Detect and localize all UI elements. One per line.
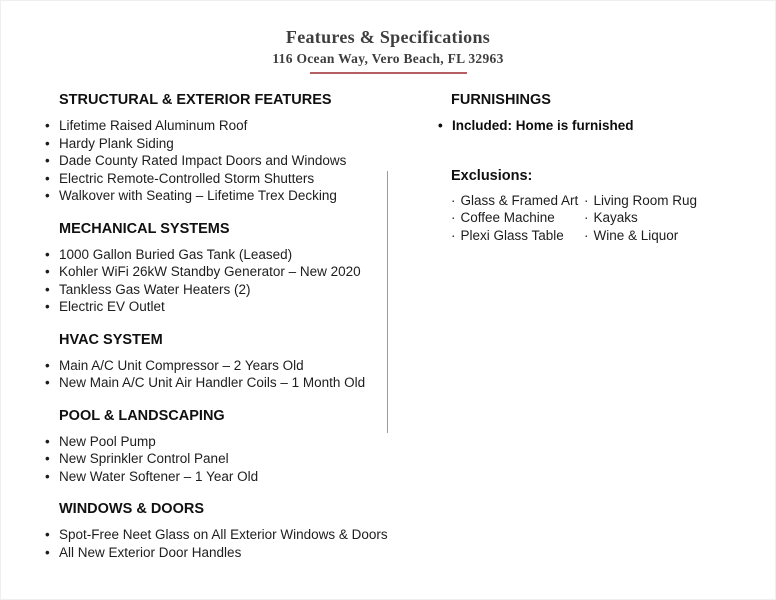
- bullet-icon: •: [45, 135, 50, 151]
- list-item: [45, 117, 391, 135]
- exclusion-item: [451, 192, 584, 210]
- list-item: [45, 187, 391, 205]
- item-text: New Sprinkler Control Panel: [59, 451, 229, 466]
- item-text: Dade County Rated Impact Doors and Windows: [59, 153, 347, 168]
- list-item: [45, 357, 391, 375]
- right-column: [438, 92, 758, 244]
- section-hvac-system: [45, 332, 391, 392]
- list-item: [45, 433, 391, 451]
- list-item: [45, 468, 391, 486]
- bullet-icon: •: [45, 544, 50, 560]
- exclusion-row: [451, 209, 758, 227]
- section-structural-exterior-features: [45, 92, 391, 205]
- dot-icon: ·: [584, 192, 589, 208]
- page-title: Features & Specifications: [285, 27, 491, 47]
- exclusion-item: [584, 192, 697, 210]
- section-exclusions: [438, 168, 758, 245]
- exclusion-item: [584, 209, 638, 227]
- list-item: [438, 117, 758, 135]
- section-furnishings: [438, 92, 758, 135]
- section-heading: POOL & LANDSCAPING: [59, 407, 225, 424]
- title-underline-rule: [310, 72, 467, 74]
- bullet-icon: •: [45, 433, 50, 449]
- page-header: [1, 27, 775, 74]
- page-subtitle: 116 Ocean Way, Vero Beach, FL 32963: [272, 51, 504, 66]
- list-item: [45, 152, 391, 170]
- exclusions-heading: Exclusions:: [451, 167, 533, 184]
- bullet-icon: •: [45, 375, 50, 390]
- item-text: Walkover with Seating – Lifetime Trex Decking: [59, 188, 337, 203]
- bullet-icon: •: [45, 188, 50, 203]
- dot-icon: ·: [584, 227, 589, 243]
- section-mechanical-systems: [45, 221, 391, 316]
- item-text: Glass & Framed Art: [460, 192, 579, 208]
- bullet-icon: •: [45, 281, 50, 297]
- bullet-icon: •: [45, 451, 50, 466]
- list-item: [45, 246, 391, 264]
- item-text: Tankless Gas Water Heaters (2): [59, 281, 251, 297]
- section-pool-landscaping: [45, 408, 391, 486]
- bullet-icon: •: [45, 170, 50, 186]
- bullet-icon: •: [45, 118, 50, 133]
- exclusion-item: [451, 227, 584, 245]
- section-heading: HVAC SYSTEM: [59, 331, 163, 348]
- dot-icon: ·: [451, 192, 456, 208]
- list-item: [45, 281, 391, 299]
- section-heading: MECHANICAL SYSTEMS: [59, 220, 230, 237]
- section-heading: FURNISHINGS: [451, 92, 551, 108]
- list-item: [45, 135, 391, 153]
- item-text: All New Exterior Door Handles: [59, 544, 242, 560]
- list-item: [45, 450, 391, 468]
- bullet-icon: •: [45, 357, 50, 373]
- list-item: [45, 263, 391, 281]
- item-text: New Water Softener – 1 Year Old: [59, 468, 259, 484]
- item-text: 1000 Gallon Buried Gas Tank (Leased): [59, 246, 293, 262]
- exclusion-row: [451, 192, 758, 210]
- list-item: [45, 298, 391, 316]
- list-item: [45, 526, 391, 544]
- item-text: Main A/C Unit Compressor – 2 Years Old: [59, 357, 304, 373]
- exclusion-item: [584, 227, 678, 245]
- item-text: Coffee Machine: [460, 210, 555, 225]
- item-text: Kohler WiFi 26kW Standby Generator – New 2020: [59, 264, 361, 279]
- exclusion-row: [451, 227, 758, 245]
- item-text: Spot-Free Neet Glass on All Exterior Windows & Doors: [59, 527, 388, 542]
- item-text: Lifetime Raised Aluminum Roof: [59, 118, 248, 133]
- section-windows-doors: [45, 501, 391, 561]
- section-heading: WINDOWS & DOORS: [59, 501, 204, 517]
- item-text: Included: Home is furnished: [452, 118, 634, 133]
- list-item: [45, 374, 391, 392]
- dot-icon: ·: [451, 227, 456, 243]
- list-item: [45, 170, 391, 188]
- section-heading: STRUCTURAL & EXTERIOR FEATURES: [59, 92, 332, 108]
- item-text: Plexi Glass Table: [460, 227, 564, 243]
- bullet-icon: •: [45, 527, 50, 542]
- exclusion-item: [451, 209, 584, 227]
- bullet-icon: •: [45, 468, 50, 484]
- item-text: Electric Remote-Controlled Storm Shutters: [59, 170, 315, 186]
- item-text: Kayaks: [593, 210, 638, 225]
- item-text: New Main A/C Unit Air Handler Coils – 1 Month Old: [59, 375, 366, 390]
- bullet-icon: •: [438, 118, 443, 133]
- bullet-icon: •: [45, 246, 50, 262]
- item-text: Wine & Liquor: [593, 227, 679, 243]
- left-column: [45, 92, 391, 577]
- bullet-icon: •: [45, 153, 50, 168]
- dot-icon: ·: [584, 210, 589, 225]
- dot-icon: ·: [451, 210, 456, 225]
- bullet-icon: •: [45, 299, 50, 314]
- item-text: Electric EV Outlet: [59, 299, 165, 314]
- item-text: Hardy Plank Siding: [59, 135, 174, 151]
- item-text: Living Room Rug: [593, 192, 698, 208]
- list-item: [45, 544, 391, 562]
- bullet-icon: •: [45, 264, 50, 279]
- item-text: New Pool Pump: [59, 433, 156, 449]
